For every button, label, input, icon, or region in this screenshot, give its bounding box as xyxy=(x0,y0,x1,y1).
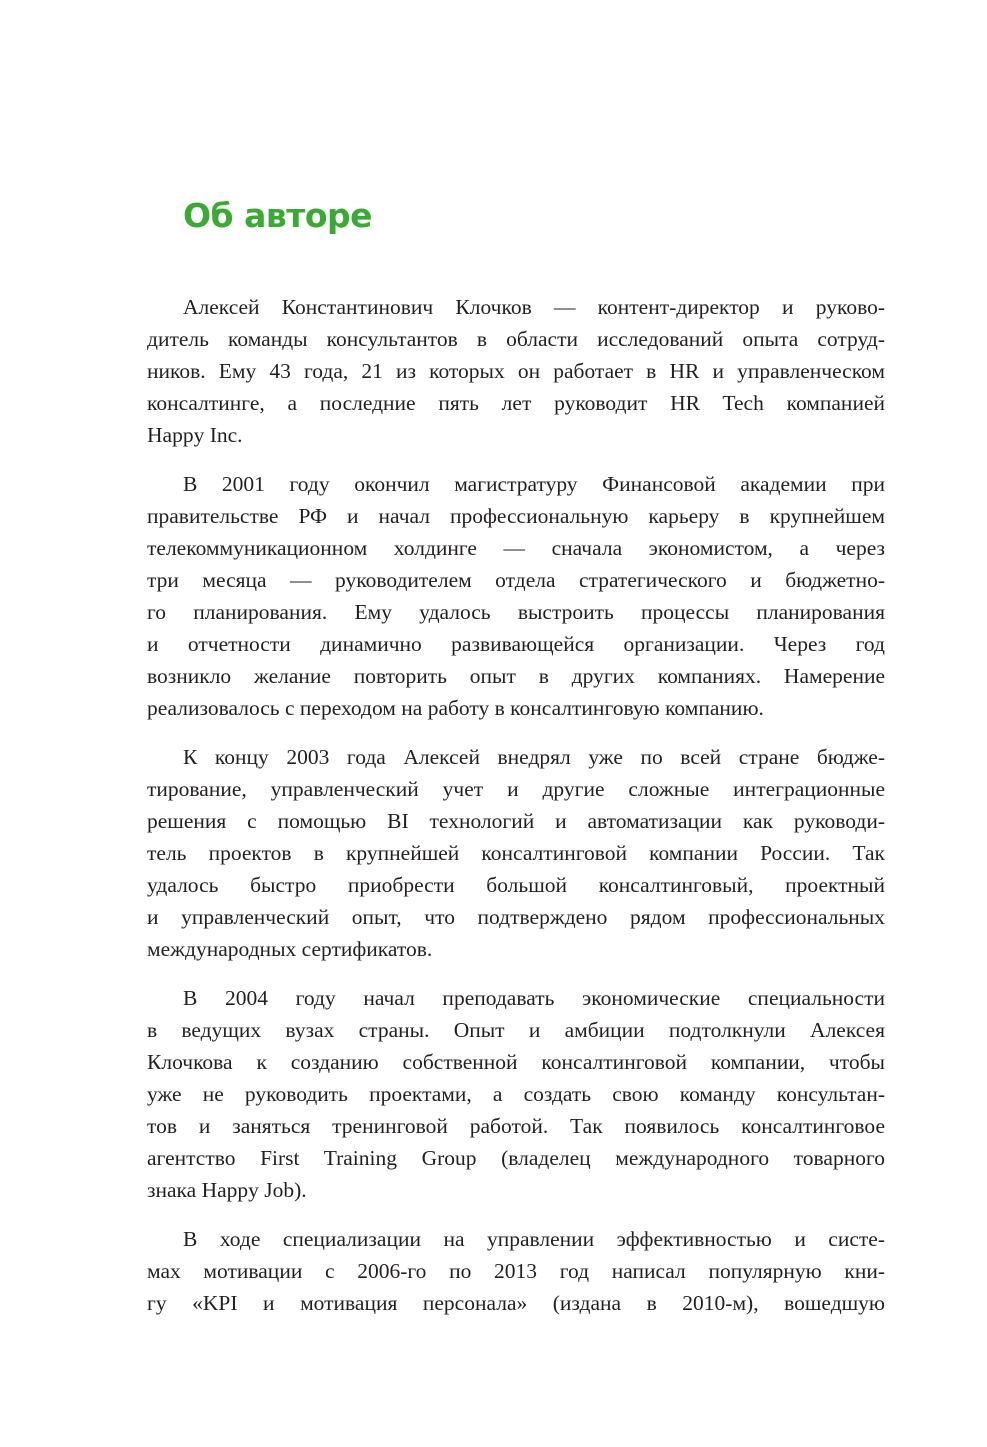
text-line: го планирования. Ему удалось выстроить процессы планирования xyxy=(147,600,885,624)
text-line: Алексей Константинович Клочков — контент-директор и руково- xyxy=(183,295,885,319)
text-line: три месяца — руководителем отдела стратегического и бюджетно- xyxy=(147,568,885,592)
paragraph xyxy=(147,982,885,1206)
text-line: В 2004 году начал преподавать экономические специальности xyxy=(183,986,885,1010)
text-line: возникло желание повторить опыт в других компаниях. Намерение xyxy=(147,664,885,688)
paragraph xyxy=(147,1223,885,1319)
text-line: тов и заняться тренинговой работой. Так появилось консалтинговое xyxy=(147,1114,885,1138)
text-line: и отчетности динамично развивающейся организации. Через год xyxy=(147,632,885,656)
text-line: дитель команды консультантов в области исследований опыта сотруд- xyxy=(147,327,885,351)
text-line: уже не руководить проектами, а создать свою команду консультан- xyxy=(147,1082,885,1106)
text-line: решения с помощью BI технологий и автоматизации как руководи- xyxy=(147,809,885,833)
paragraph xyxy=(147,468,885,724)
text-line: тирование, управленческий учет и другие сложные интеграционные xyxy=(147,777,885,801)
text-line: тель проектов в крупнейшей консалтинговой компании России. Так xyxy=(147,841,885,865)
text-line: международных сертификатов. xyxy=(147,937,433,961)
text-line: ников. Ему 43 года, 21 из которых он работает в HR и управленческом xyxy=(147,359,885,383)
text-line: агентство First Training Group (владелец международного товарного xyxy=(147,1146,885,1170)
text-line: гу «KPI и мотивация персонала» (издана в 2010-м), вошедшую xyxy=(147,1291,885,1315)
text-line: правительстве РФ и начал профессиональную карьеру в крупнейшем xyxy=(147,504,885,528)
paragraph xyxy=(147,741,885,965)
page-title: Об авторе xyxy=(183,196,373,235)
text-line: реализовалось с переходом на работу в консалтинговую компанию. xyxy=(147,696,764,720)
text-line: знака Happy Job). xyxy=(147,1178,307,1202)
paragraph xyxy=(147,291,885,451)
text-line: В ходе специализации на управлении эффективностью и систе- xyxy=(183,1227,885,1251)
text-line: и управленческий опыт, что подтверждено рядом профессиональных xyxy=(147,905,885,929)
text-line: удалось быстро приобрести большой консалтинговый, проектный xyxy=(147,873,885,897)
text-line: К концу 2003 года Алексей внедрял уже по всей стране бюдже- xyxy=(183,745,885,769)
text-line: Happy Inc. xyxy=(147,423,243,447)
text-line: В 2001 году окончил магистратуру Финансовой академии при xyxy=(183,472,885,496)
text-line: в ведущих вузах страны. Опыт и амбиции подтолкнули Алексея xyxy=(147,1018,885,1042)
text-line: мах мотивации с 2006-го по 2013 год написал популярную кни- xyxy=(147,1259,885,1283)
text-line: Клочкова к созданию собственной консалтинговой компании, чтобы xyxy=(147,1050,885,1074)
text-line: консалтинге, а последние пять лет руководит HR Tech компанией xyxy=(147,391,885,415)
text-line: телекоммуникационном холдинге — сначала экономистом, а через xyxy=(147,536,885,560)
